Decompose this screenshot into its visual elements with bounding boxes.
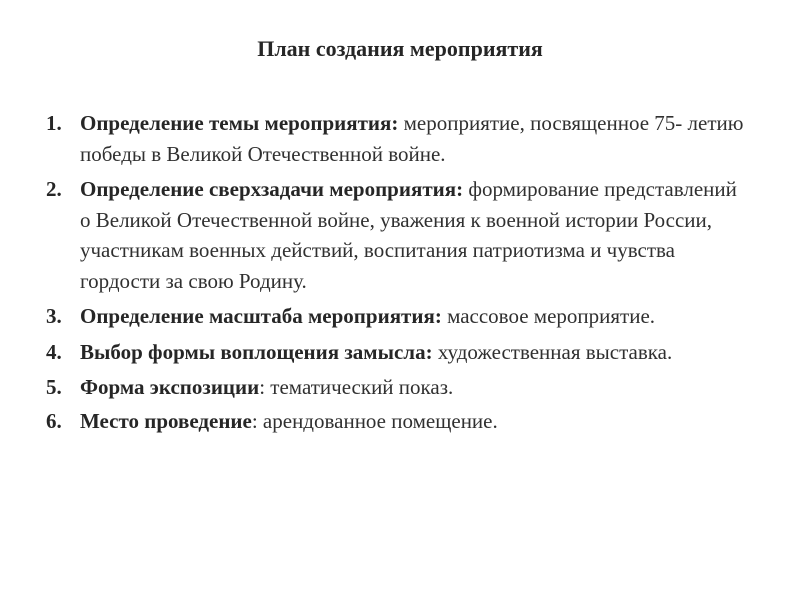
- item-text: мероприятие, посвященное 75- летию победы в Великой Отечественной войне.: [80, 111, 744, 166]
- plan-list: [46, 108, 746, 439]
- item-heading: Определение масштаба мероприятия:: [80, 304, 442, 328]
- item-text: массовое мероприятие.: [441, 304, 656, 328]
- plan-item-6: [46, 406, 746, 437]
- item-body: [80, 372, 746, 403]
- item-text: : тематический показ.: [259, 375, 454, 399]
- item-number: 4.: [46, 339, 62, 364]
- item-number: 3.: [46, 304, 62, 328]
- plan-item-5: [46, 372, 746, 403]
- plan-item-2: [46, 174, 746, 296]
- item-heading: Место проведение: [80, 408, 252, 433]
- item-number: 2.: [46, 177, 62, 201]
- item-heading: Форма экспозиции: [80, 375, 260, 399]
- plan-item-3: [46, 301, 746, 332]
- item-number: 1.: [46, 111, 62, 135]
- item-heading: Определение темы мероприятия:: [80, 111, 399, 135]
- item-body: [80, 406, 746, 437]
- item-body: [80, 108, 746, 169]
- item-body: [80, 337, 746, 368]
- item-body: [80, 174, 746, 296]
- item-body: [80, 301, 746, 332]
- item-heading: Выбор формы воплощения замысла:: [80, 339, 433, 364]
- item-text: формирование представлений о Великой Отечественной войне, уважения к военной истории России, участникам военных действий, воспитания патриотизма и чувства гордости за свою Родину.: [80, 177, 737, 293]
- item-number: 5.: [46, 375, 62, 399]
- item-text: : арендованное помещение.: [251, 408, 498, 433]
- item-text: художественная выставка.: [432, 339, 673, 364]
- plan-item-1: [46, 108, 746, 169]
- item-heading: Определение сверхзадачи мероприятия:: [80, 177, 464, 201]
- slide-title: План создания мероприятия: [257, 36, 543, 61]
- item-number: 6.: [46, 408, 62, 433]
- plan-item-4: [46, 337, 746, 368]
